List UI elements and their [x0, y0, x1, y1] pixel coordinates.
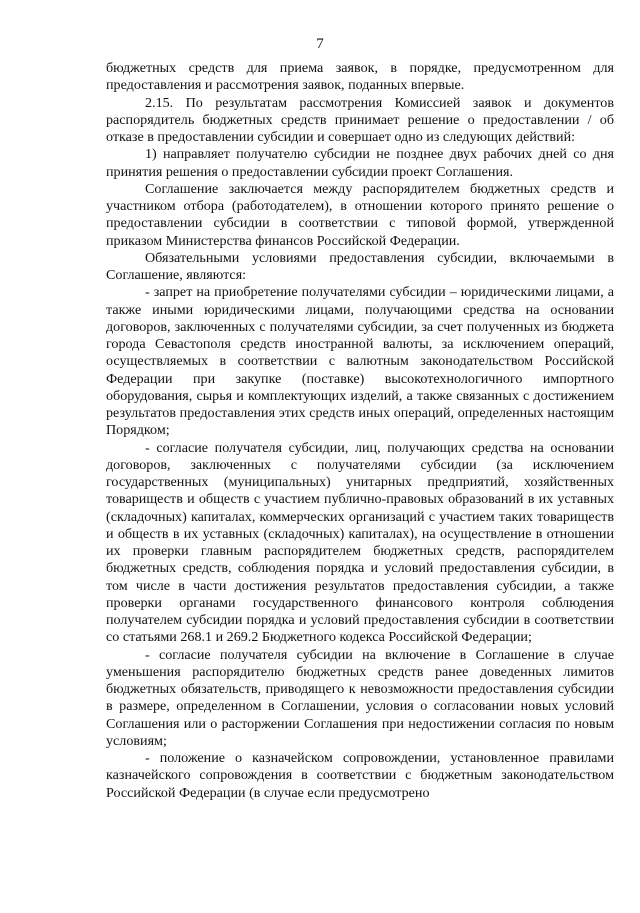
paragraph-conditions-intro: Обязательными условиями предоставления субсидии, включаемыми в Соглашение, являются:: [106, 249, 614, 283]
paragraph-action-1: 1) направляет получателю субсидии не позднее двух рабочих дней со дня принятия решения о предоставлении субсидии проект Соглашения.: [106, 146, 614, 180]
paragraph-treasury-support: - положение о казначейском сопровождении, установленное правилами казначейского сопровождения в соответствии с бюджетным законодательством Российской Федерации (в случае если предусмотрено: [106, 750, 614, 801]
document-body: [106, 60, 614, 802]
paragraph-agreement: Соглашение заключается между распорядителем бюджетных средств и участником отбора (работодателем), в отношении которого принято решение о предоставлении субсидии в соответствии с типовой формой, утвержденной приказом Министерства финансов Российской Федерации.: [106, 180, 614, 249]
page-number: 7: [316, 36, 324, 52]
paragraph-continuation: бюджетных средств для приема заявок, в порядке, предусмотренном для предоставления и рассмотрения заявок, поданных впервые.: [106, 60, 614, 94]
paragraph-2-15: 2.15. По результатам рассмотрения Комиссией заявок и документов распорядитель бюджетных средств принимает решение о предоставлении / об отказе в предоставлении субсидии и совершает одно из следующих действий:: [106, 94, 614, 145]
paragraph-limits-consent: - согласие получателя субсидии на включение в Соглашение в случае уменьшения распорядителю бюджетных средств ранее доведенных лимитов бюджетных обязательств, приводящего к невозможности предоставления субсидии в размере, определенном в Соглашении, условия о согласовании новых условий Соглашения или о расторжении Соглашения при недостижении согласия по новым условиям;: [106, 646, 614, 749]
paragraph-currency-ban: - запрет на приобретение получателями субсидии – юридическими лицами, а также иными юридическими лицами, получающими средства на основании договоров, заключенных с получателями субсидии, за счет полученных из бюджета города Севастополя средств иностранной валюты, за исключением операций, осуществляемых в соответствии с валютным законодательством Российской Федерации при закупке (поставке) высокотехнологичного импортного оборудования, сырья и комплектующих изделий, а также связанных с достижением результатов предоставления этих средств иных операций, определенных настоящим Порядком;: [106, 284, 614, 439]
paragraph-audit-consent: - согласие получателя субсидии, лиц, получающих средства на основании договоров, заключенных с получателями субсидии (за исключением государственных (муниципальных) унитарных предприятий, хозяйственных товариществ и обществ с участием публично-правовых образований в их уставных (складочных) капиталах, коммерческих организаций с участием таких товариществ и обществ в их уставных (складочных) капиталах), на осуществление в отношении их проверки главным распорядителем бюджетных средств, распорядителем бюджетных средств, соблюдения порядка и условий предоставления субсидии, в том числе в части достижения результатов предоставления субсидии, а также проверки органами государственного финансового контроля соблюдения получателем субсидии порядка и условий предоставления субсидии в соответствии со статьями 268.1 и 269.2 Бюджетного кодекса Российской Федерации;: [106, 439, 614, 646]
